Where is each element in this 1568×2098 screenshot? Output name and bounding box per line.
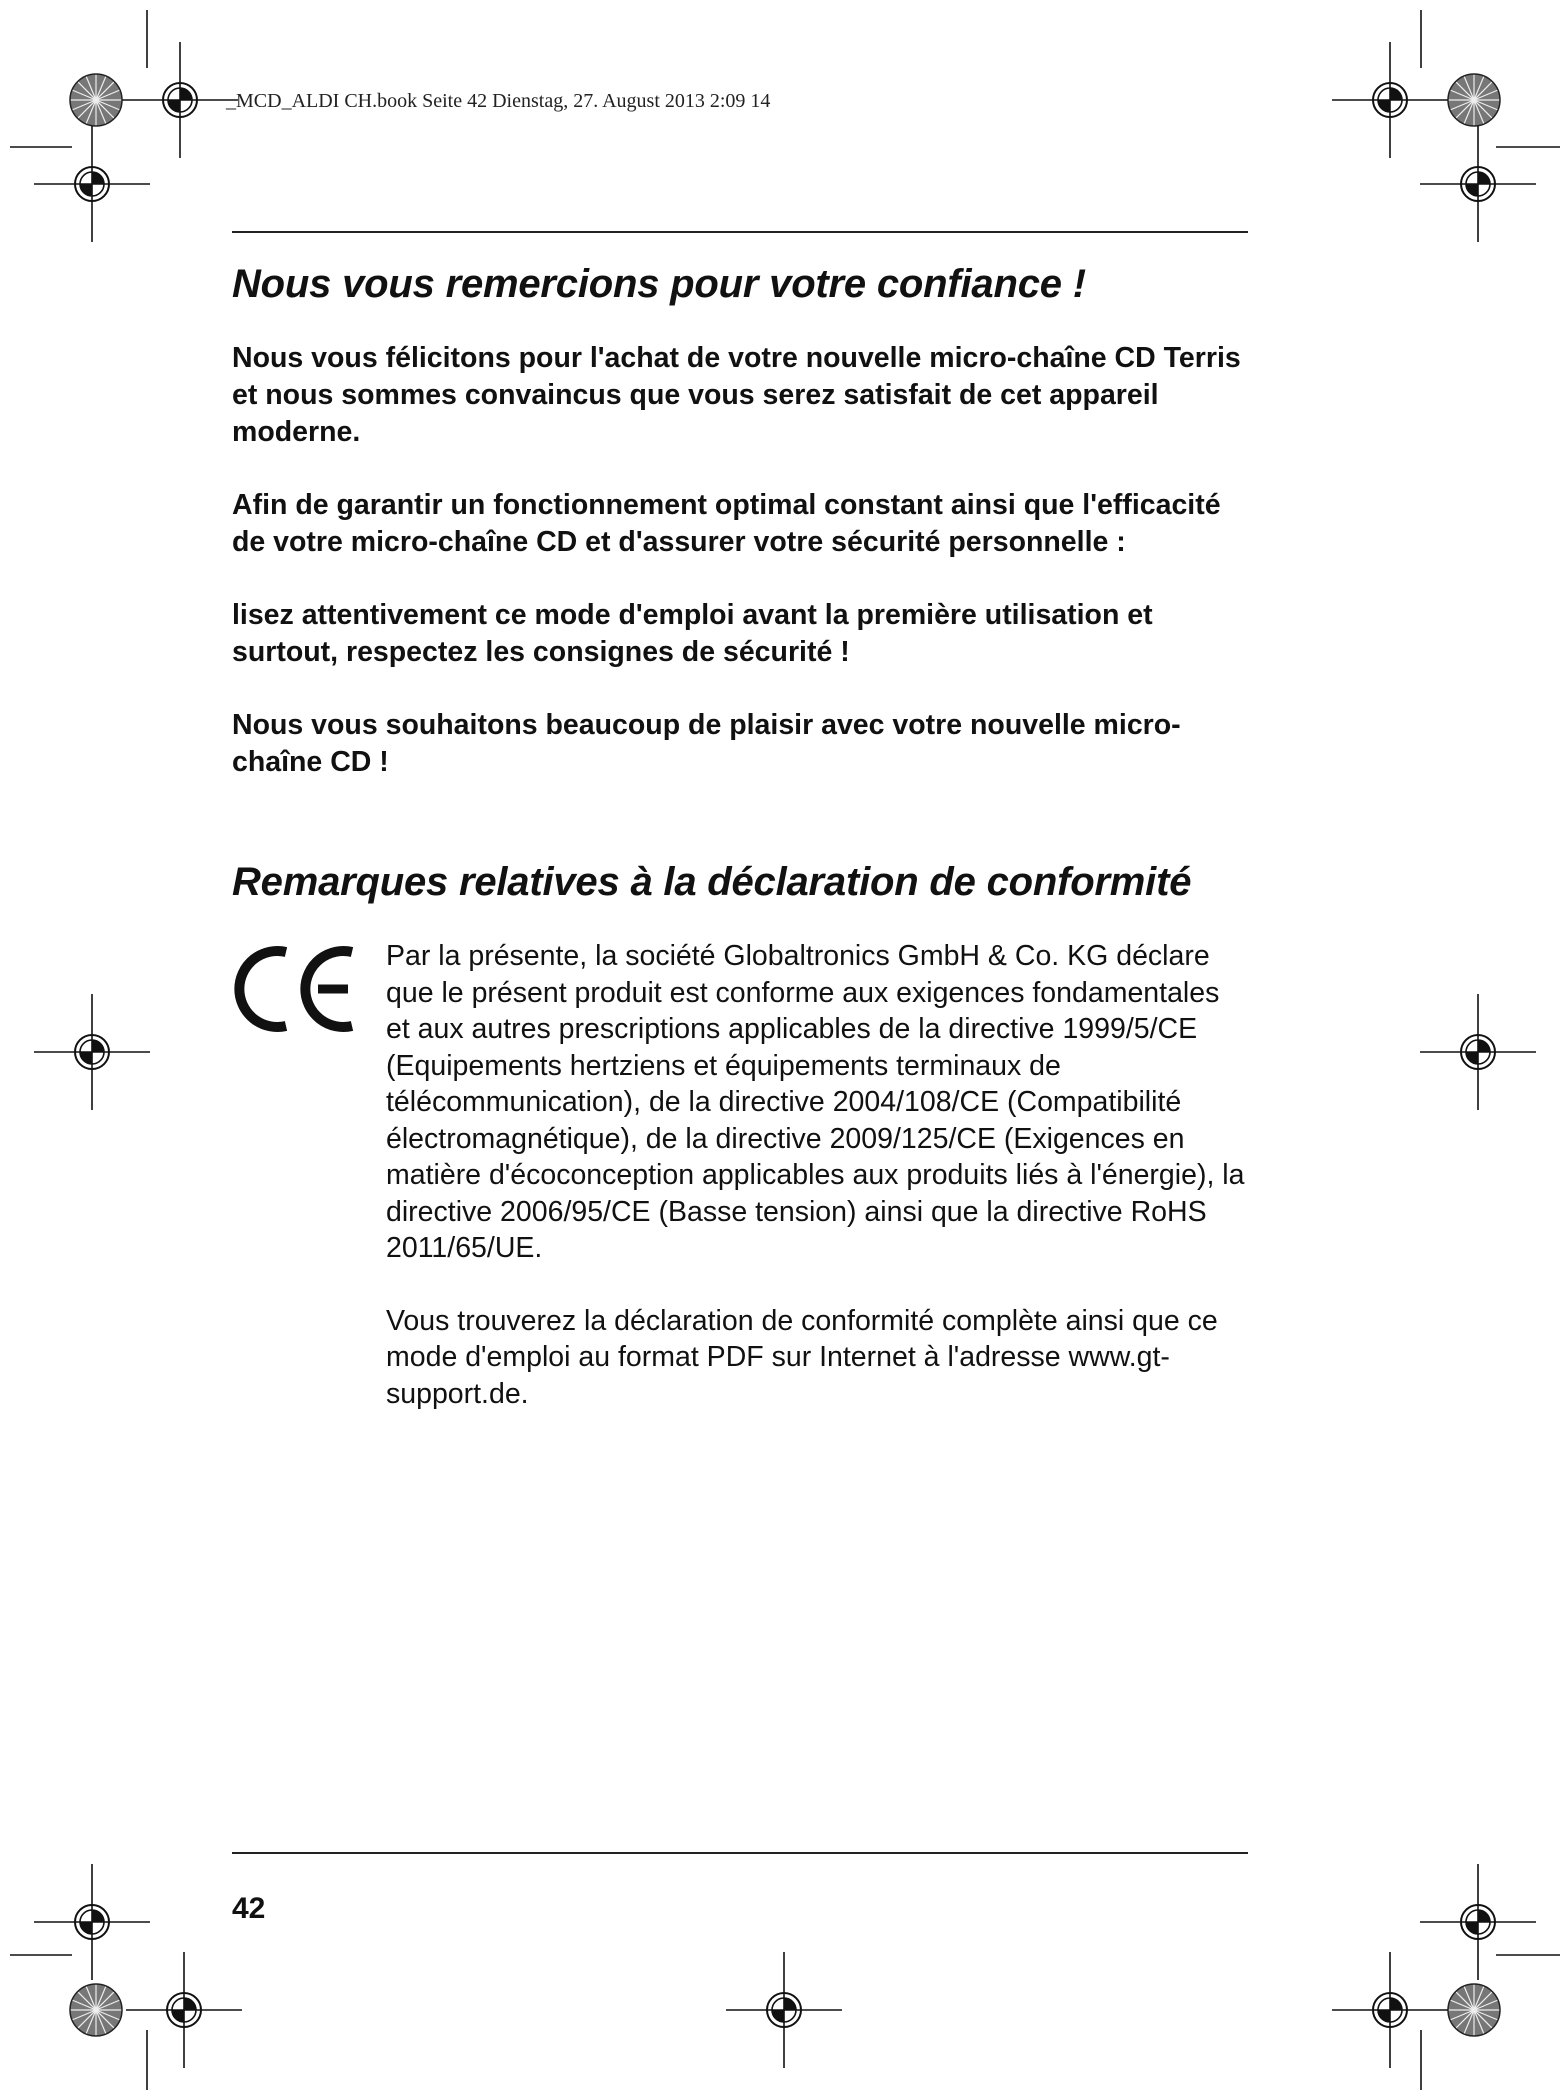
thanks-heading: Nous vous remercions pour votre confiance ! xyxy=(232,262,1086,306)
conformity-section xyxy=(386,938,1248,1448)
registration-mark-icon xyxy=(32,124,152,244)
print-header: _MCD_ALDI CH.book Seite 42 Dienstag, 27. August 2013 2:09 14 xyxy=(226,90,771,112)
color-target-icon xyxy=(66,70,126,130)
color-target-icon xyxy=(66,1980,126,2040)
registration-mark-icon xyxy=(1330,1950,1450,2070)
page-number: 42 xyxy=(232,1892,266,1925)
conformity-paragraph: Vous trouverez la déclaration de conformité complète ainsi que ce mode d'emploi au format PDF sur Internet à l'adresse www.gt-support.de. xyxy=(386,1304,1218,1410)
registration-mark-icon xyxy=(124,1950,244,2070)
thanks-paragraph: Nous vous félicitons pour l'achat de votre nouvelle micro-chaîne CD Terris et nous sommes convaincus que vous serez satisfait de cet appareil moderne. xyxy=(232,342,1241,448)
registration-mark-icon xyxy=(1418,124,1538,244)
bottom-rule xyxy=(232,1852,1248,1854)
color-target-icon xyxy=(1444,70,1504,130)
ce-mark-icon xyxy=(234,944,356,1034)
color-target-icon xyxy=(1444,1980,1504,2040)
thanks-paragraph: Nous vous souhaitons beaucoup de plaisir avec votre nouvelle micro-chaîne CD ! xyxy=(232,709,1181,778)
registration-mark-icon xyxy=(1418,992,1538,1112)
thanks-paragraph: Afin de garantir un fonctionnement optimal constant ainsi que l'efficacité de votre micro-chaîne CD et d'assurer votre sécurité personnelle : xyxy=(232,489,1221,558)
conformity-paragraph: Par la présente, la société Globaltronics GmbH & Co. KG déclare que le présent produit est conforme aux exigences fondamentales et aux autres prescriptions applicables de la directive 1999/5/CE (Equipements hertziens et équipements terminaux de télécommunication), de la directive 2004/108/CE (Compatibilité électromagnétique), de la directive 2009/125/CE (Exigences en matière d'écoconception applicables aux produits liés à l'énergie), la directive 2006/95/CE (Basse tension) ainsi que la directive RoHS 2011/65/UE. xyxy=(386,940,1245,1264)
thanks-paragraph: lisez attentivement ce mode d'emploi avant la première utilisation et surtout, respectez les consignes de sécurité ! xyxy=(232,599,1153,668)
top-rule xyxy=(232,231,1248,233)
registration-mark-icon xyxy=(724,1950,844,2070)
conformity-heading: Remarques relatives à la déclaration de conformité xyxy=(232,860,1192,904)
thanks-section xyxy=(232,340,1248,817)
registration-mark-icon xyxy=(32,992,152,1112)
